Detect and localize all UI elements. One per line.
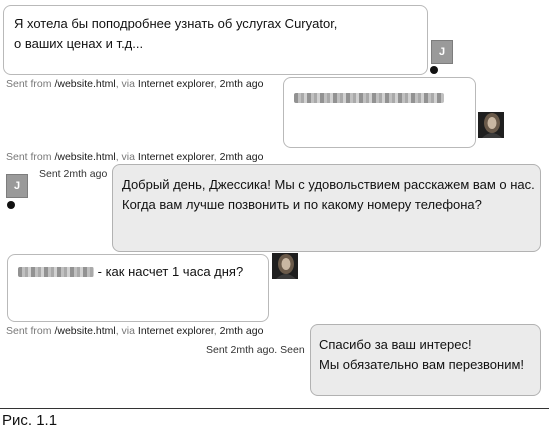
message-line: Спасибо за ваш интерес! bbox=[319, 337, 472, 352]
message-line: - как насчет 1 часа дня? bbox=[97, 264, 244, 279]
online-status-dot bbox=[7, 201, 15, 209]
visitor-message-bubble bbox=[7, 254, 269, 322]
operator-photo-avatar[interactable] bbox=[478, 112, 504, 138]
visitor-avatar[interactable]: J bbox=[431, 40, 453, 64]
visitor-message-bubble bbox=[283, 77, 476, 148]
visitor-message-bubble bbox=[3, 5, 428, 75]
sent-status: Sent 2mth ago bbox=[39, 168, 108, 180]
operator-message-bubble bbox=[310, 324, 541, 396]
redacted-email bbox=[294, 93, 444, 103]
message-meta: Sent from /website.html, via Internet explorer, 2mth ago bbox=[6, 151, 264, 163]
operator-message-bubble bbox=[112, 164, 541, 252]
visitor-avatar[interactable]: J bbox=[6, 174, 28, 198]
caption-divider bbox=[0, 408, 549, 409]
sent-status: Sent 2mth ago. Seen bbox=[206, 344, 305, 356]
message-meta: Sent from /website.html, via Internet explorer, 2mth ago bbox=[6, 78, 264, 90]
message-line: Мы обязательно вам перезвоним! bbox=[319, 357, 525, 372]
message-line: Когда вам лучше позвонить и по какому номеру телефона? bbox=[122, 197, 482, 212]
operator-photo-avatar[interactable] bbox=[272, 253, 298, 279]
figure-caption: Рис. 1.1 bbox=[2, 412, 58, 429]
message-line: Я хотела бы поподробнее узнать об услугах Curyator, bbox=[14, 16, 338, 31]
message-line: Добрый день, Джессика! Мы с удовольствием расскажем вам о нас. bbox=[122, 177, 535, 192]
redacted-name bbox=[18, 267, 94, 277]
message-line: о ваших ценах и т.д... bbox=[14, 36, 144, 51]
message-meta: Sent from /website.html, via Internet explorer, 2mth ago bbox=[6, 325, 264, 337]
online-status-dot bbox=[430, 66, 438, 74]
